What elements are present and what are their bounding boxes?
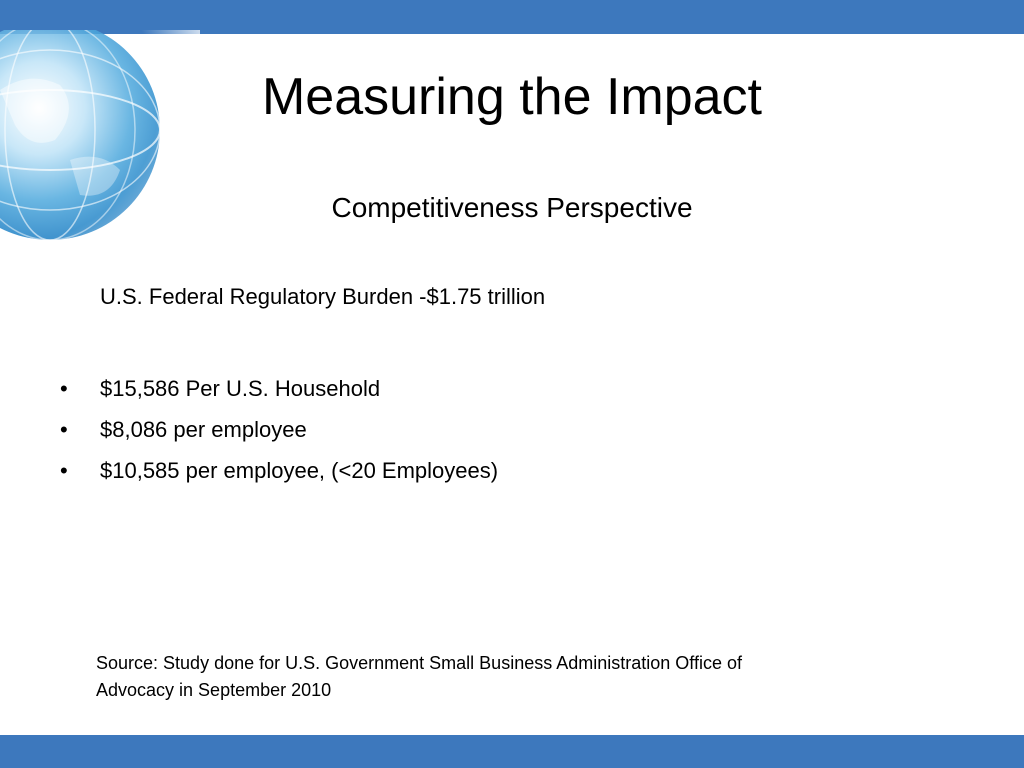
bottom-accent-band [0, 735, 1024, 768]
bullet-icon: • [60, 417, 68, 442]
list-item [60, 450, 498, 491]
bullet-text: $15,586 Per U.S. Household [100, 376, 381, 401]
slide-title: Measuring the Impact [261, 68, 763, 126]
bullet-icon: • [60, 376, 68, 401]
list-item [60, 409, 498, 450]
cost-bullet-list [60, 368, 498, 491]
source-line: Advocacy in September 2010 [96, 680, 332, 700]
slide-subtitle: Competitiveness Perspective [331, 192, 693, 223]
bullet-icon: • [60, 458, 68, 483]
list-item [60, 368, 498, 409]
bullet-text: $10,585 per employee, (<20 Employees) [100, 458, 499, 483]
source-citation [96, 650, 876, 704]
regulatory-burden-line: U.S. Federal Regulatory Burden -$1.75 trillion [100, 284, 546, 309]
top-accent-band [0, 0, 1024, 34]
bullet-text: $8,086 per employee [100, 417, 307, 442]
source-line: Source: Study done for U.S. Government Small Business Administration Office of [96, 653, 742, 673]
